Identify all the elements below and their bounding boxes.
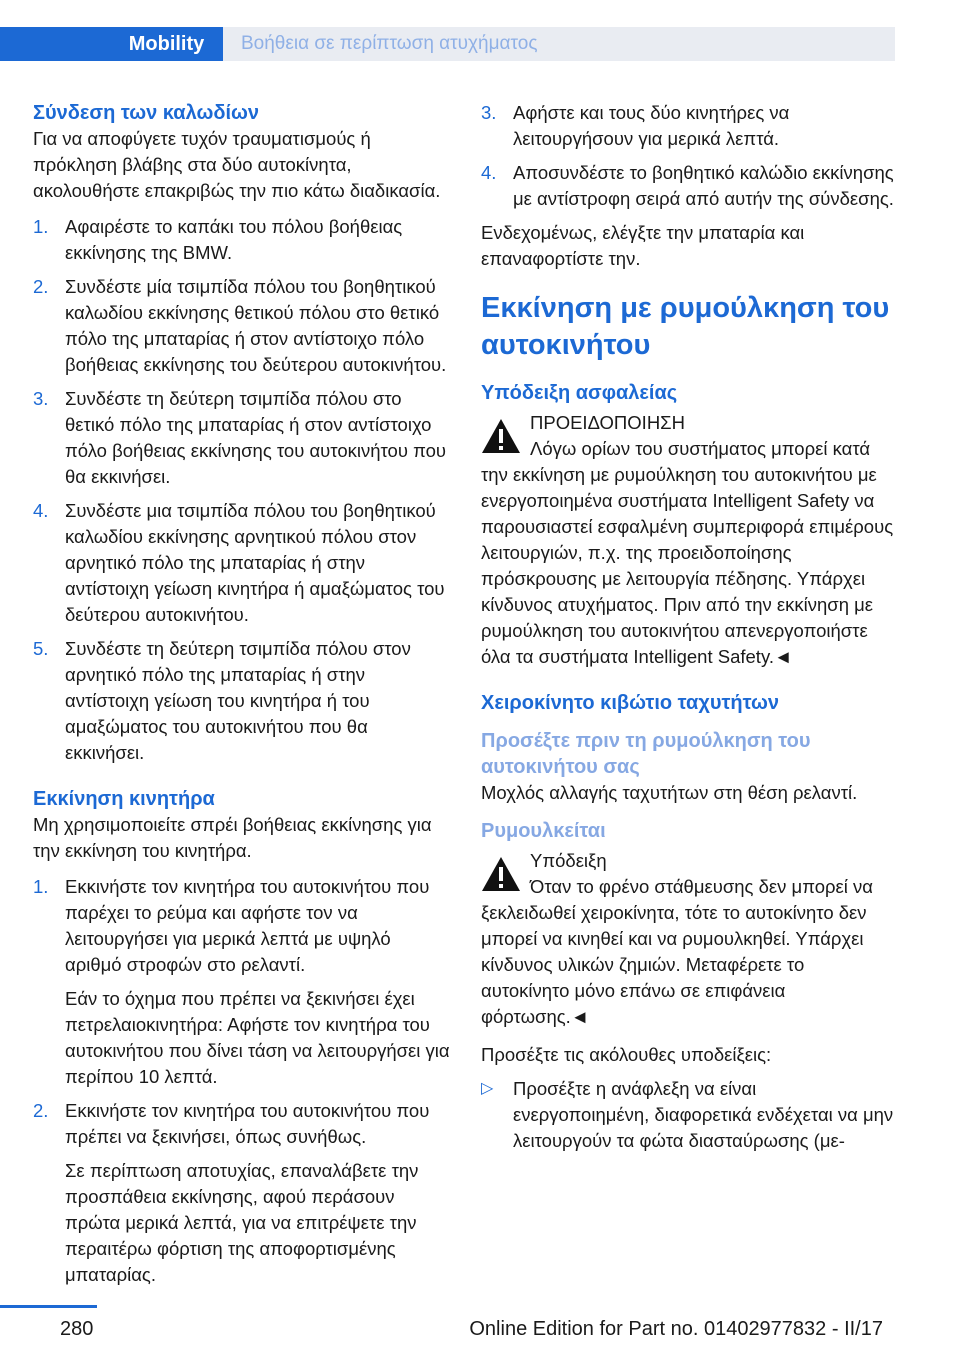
step-text: Συνδέστε μια τσιμπίδα πόλου του βοηθητικού καλωδίου εκκίνησης αρνητικού πόλου στον αρνητικό πόλο της μπαταρίας ή στην αντίστοιχη γείωση κινητήρα ή αμαξώματος του δεύτερου αυτοκινήτου. bbox=[65, 500, 445, 625]
step-number: 2. bbox=[33, 276, 49, 297]
list-item bbox=[33, 874, 450, 1090]
towed-heading: Ρυμουλκείται bbox=[481, 820, 606, 842]
header-chapter-tab: Mobility bbox=[110, 27, 223, 61]
step-number: 4. bbox=[481, 162, 497, 183]
right-column bbox=[481, 100, 896, 1154]
warning-triangle-icon bbox=[481, 418, 521, 454]
following-text: Προσέξτε τις ακόλουθες υποδείξεις: bbox=[481, 1044, 772, 1065]
list-item bbox=[33, 214, 450, 266]
list-item bbox=[481, 160, 896, 212]
engine-steps bbox=[33, 874, 450, 1288]
note-label: Υπόδειξη bbox=[530, 850, 607, 871]
step-text: Εκκινήστε τον κινητήρα του αυτοκινήτου που παρέχει το ρεύμα και αφήστε τον να λειτουργήσει για μερικά λεπτά με υψηλό αριθμό στροφών στο ρελαντί. bbox=[65, 876, 430, 975]
continued-steps bbox=[481, 100, 896, 212]
step-text: Αφήστε και τους δύο κινητήρες να λειτουργήσουν για μερικά λεπτά. bbox=[513, 102, 790, 149]
page-number: 280 bbox=[60, 1318, 94, 1340]
battery-note: Ενδεχομένως, ελέγξτε την μπαταρία και επαναφορτίστε την. bbox=[481, 222, 805, 269]
cables-intro: Για να αποφύγετε τυχόν τραυματισμούς ή πρόκληση βλάβης στα δύο αυτοκίνητα, ακολουθήστε επακριβώς την πιο κάτω διαδικασία. bbox=[33, 128, 441, 201]
list-item bbox=[481, 1076, 896, 1154]
note-block bbox=[481, 848, 896, 1030]
warning-triangle-icon bbox=[481, 856, 521, 892]
step-text: Συνδέστε τη δεύτερη τσιμπίδα πόλου στον αρνητικό πόλο της μπαταρίας ή στην αντίστοιχη γείωση του κινητήρα ή του αμαξώματος του αυτοκινήτου που θα εκκινήσει. bbox=[65, 638, 411, 763]
step-number: 3. bbox=[33, 388, 49, 409]
engine-heading: Εκκίνηση κινητήρα bbox=[33, 788, 215, 810]
gearbox-heading: Χειροκίνητο κιβώτιο ταχυτήτων bbox=[481, 692, 780, 714]
warning-block bbox=[481, 410, 896, 670]
lever-text: Μοχλός αλλαγής ταχυτήτων στη θέση ρελαντί. bbox=[481, 782, 858, 803]
cables-steps bbox=[33, 214, 450, 766]
step-text: Αποσυνδέστε το βοηθητικό καλώδιο εκκίνησης με αντίστροφη σειρά από αυτήν της σύνδεσης. bbox=[513, 162, 894, 209]
note-text: Όταν το φρένο στάθμευσης δεν μπορεί να ξεκλειδωθεί χειροκίνητα, τότε το αυτοκίνητο δεν μπορεί να κινηθεί και να ρυμουλκηθεί. Υπάρχει κίνδυνος υλικών ζημιών. Μεταφέρετε το αυτοκίνητο μόνο επάνω σε επιφάνεια φόρτωσης.◄ bbox=[481, 876, 873, 1027]
left-column bbox=[33, 100, 450, 1296]
header-accent-bar bbox=[0, 27, 110, 61]
warning-text: Λόγω ορίων του συστήματος μπορεί κατά την εκκίνηση με ρυμούλκηση του αυτοκινήτου με ενεργοποιημένα συστήματα Intelligent Safety να παρουσιαστεί εσφαλμένη συμπεριφορά επιμέρους λειτουργιών, π.χ. της προειδοποίησης πρόσκρουσης με λειτουργία πέδησης. Υπάρχει κίνδυνος ατυχήματος. Πριν από την εκκίνηση με ρυμούλκηση του αυτοκινήτου απενεργοποιήστε όλα τα συστήματα Intelligent Safety.◄ bbox=[481, 438, 894, 667]
list-item bbox=[33, 1098, 450, 1288]
edition-footer: Online Edition for Part no. 01402977832 - II/17 bbox=[469, 1318, 883, 1340]
step-text: Συνδέστε μία τσιμπίδα πόλου του βοηθητικού καλωδίου εκκίνησης θετικού πόλου στο θετικό πόλο της μπαταρίας ή στον αντίστοιχο πόλο βοήθειας εκκίνησης του δεύτερου αυτοκινήτου. bbox=[65, 276, 447, 375]
header-section-title: Βοήθεια σε περίπτωση ατυχήματος bbox=[223, 27, 895, 61]
step-subtext: Σε περίπτωση αποτυχίας, επαναλάβετε την προσπάθεια εκκίνησης, αφού περάσουν πρώτα μερικά λεπτά, για να επιτρέψετε την περαιτέρω φόρτιση της αποφορτισμένης μπαταρίας. bbox=[65, 1160, 419, 1285]
tow-start-heading: Εκκίνηση με ρυμούλκηση του αυτοκινήτου bbox=[481, 292, 890, 361]
step-text: Εκκινήστε τον κινητήρα του αυτοκινήτου που πρέπει να ξεκινήσει, όπως συνήθως. bbox=[65, 1100, 430, 1147]
step-number: 3. bbox=[481, 102, 497, 123]
list-item bbox=[33, 386, 450, 490]
safety-heading: Υπόδειξη ασφαλείας bbox=[481, 382, 678, 404]
step-subtext: Εάν το όχημα που πρέπει να ξεκινήσει έχει πετρελαιοκινητήρα: Αφήστε τον κινητήρα του αυτοκινήτου που δίνει τάση να λειτουργήσει για περίπου 10 λεπτά. bbox=[65, 988, 450, 1087]
list-item bbox=[481, 100, 896, 152]
list-item bbox=[33, 274, 450, 378]
step-number: 1. bbox=[33, 876, 49, 897]
engine-intro: Μη χρησιμοποιείτε σπρέι βοήθειας εκκίνησης για την εκκίνηση του κινητήρα. bbox=[33, 814, 432, 861]
step-number: 1. bbox=[33, 216, 49, 237]
triangle-bullet-icon: ▷ bbox=[481, 1080, 494, 1097]
step-number: 2. bbox=[33, 1100, 49, 1121]
running-header bbox=[0, 27, 960, 61]
step-number: 5. bbox=[33, 638, 49, 659]
list-item bbox=[33, 498, 450, 628]
footer-accent-line bbox=[0, 1305, 97, 1308]
step-number: 4. bbox=[33, 500, 49, 521]
bullet-text: Προσέξτε η ανάφλεξη να είναι ενεργοποιημένη, διαφορετικά ενδέχεται να μην λειτουργούν τα φώτα διασταύρωσης (με- bbox=[513, 1078, 894, 1151]
step-text: Συνδέστε τη δεύτερη τσιμπίδα πόλου στο θετικό πόλο της μπαταρίας ή στον αντίστοιχο πόλο βοήθειας εκκίνησης του αυτοκινήτου που θα εκκινήσει. bbox=[65, 388, 447, 487]
list-item bbox=[33, 636, 450, 766]
warning-label: ΠΡΟΕΙΔΟΠΟΙΗΣΗ bbox=[530, 412, 685, 433]
cables-heading: Σύνδεση των καλωδίων bbox=[33, 102, 260, 124]
before-tow-heading: Προσέξτε πριν τη ρυμούλκηση του αυτοκινήτου σας bbox=[481, 730, 811, 778]
step-text: Αφαιρέστε το καπάκι του πόλου βοήθειας εκκίνησης της BMW. bbox=[65, 216, 403, 263]
